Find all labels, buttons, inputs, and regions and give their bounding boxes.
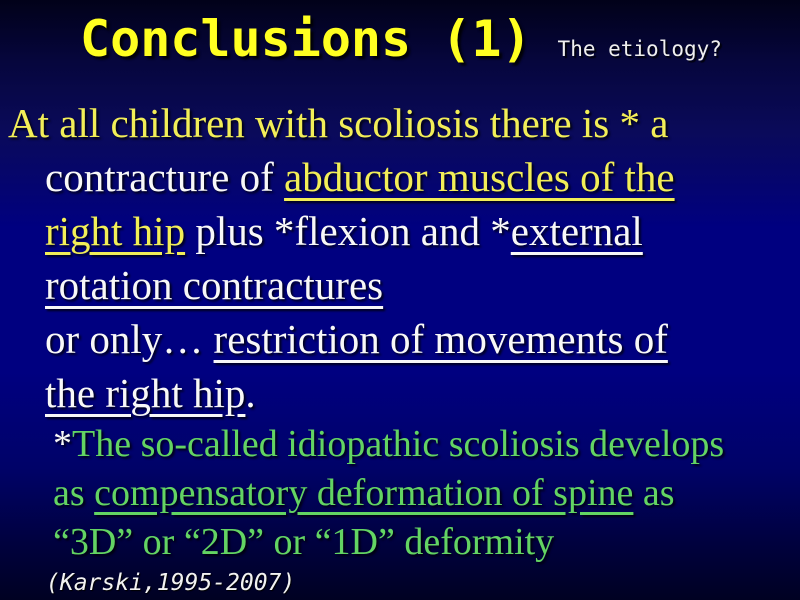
text-segment: The so-called idiopathic scoliosis develops xyxy=(72,423,725,465)
text-segment: as xyxy=(53,472,95,514)
body-line xyxy=(0,469,800,518)
body-line xyxy=(0,420,800,469)
slide-header xyxy=(0,0,800,68)
underlined-text-segment: rotation contractures xyxy=(45,262,384,308)
text-segment: At all children with scoliosis there is * a xyxy=(8,100,669,146)
body-text xyxy=(0,96,800,567)
underlined-text-segment: external xyxy=(510,208,643,254)
underlined-text-segment: restriction of movements of xyxy=(213,316,668,362)
citation: (Karski,1995-2007) xyxy=(46,570,296,596)
text-segment: as xyxy=(633,472,675,514)
text-segment: plus *flexion and * xyxy=(185,208,511,254)
body-line xyxy=(0,258,800,312)
underlined-text-segment: the right hip xyxy=(45,370,246,416)
body-line xyxy=(0,312,800,366)
text-segment: “3D” or “2D” or “1D” deformity xyxy=(53,521,555,563)
underlined-text-segment: compensatory deformation of spine xyxy=(94,472,634,514)
slide-subtitle: The etiology? xyxy=(557,37,722,61)
text-segment: . xyxy=(245,370,256,416)
text-segment: or only… xyxy=(45,316,214,362)
text-segment: contracture of xyxy=(45,154,285,200)
underlined-text-segment: right hip xyxy=(45,208,186,254)
body-line xyxy=(0,150,800,204)
body-line xyxy=(0,366,800,420)
text-segment: * xyxy=(53,423,72,465)
body-line xyxy=(0,96,800,150)
body-line xyxy=(0,518,800,567)
underlined-text-segment: abductor muscles of the xyxy=(284,154,675,200)
slide-title: Conclusions (1) xyxy=(80,10,532,68)
body-line xyxy=(0,204,800,258)
